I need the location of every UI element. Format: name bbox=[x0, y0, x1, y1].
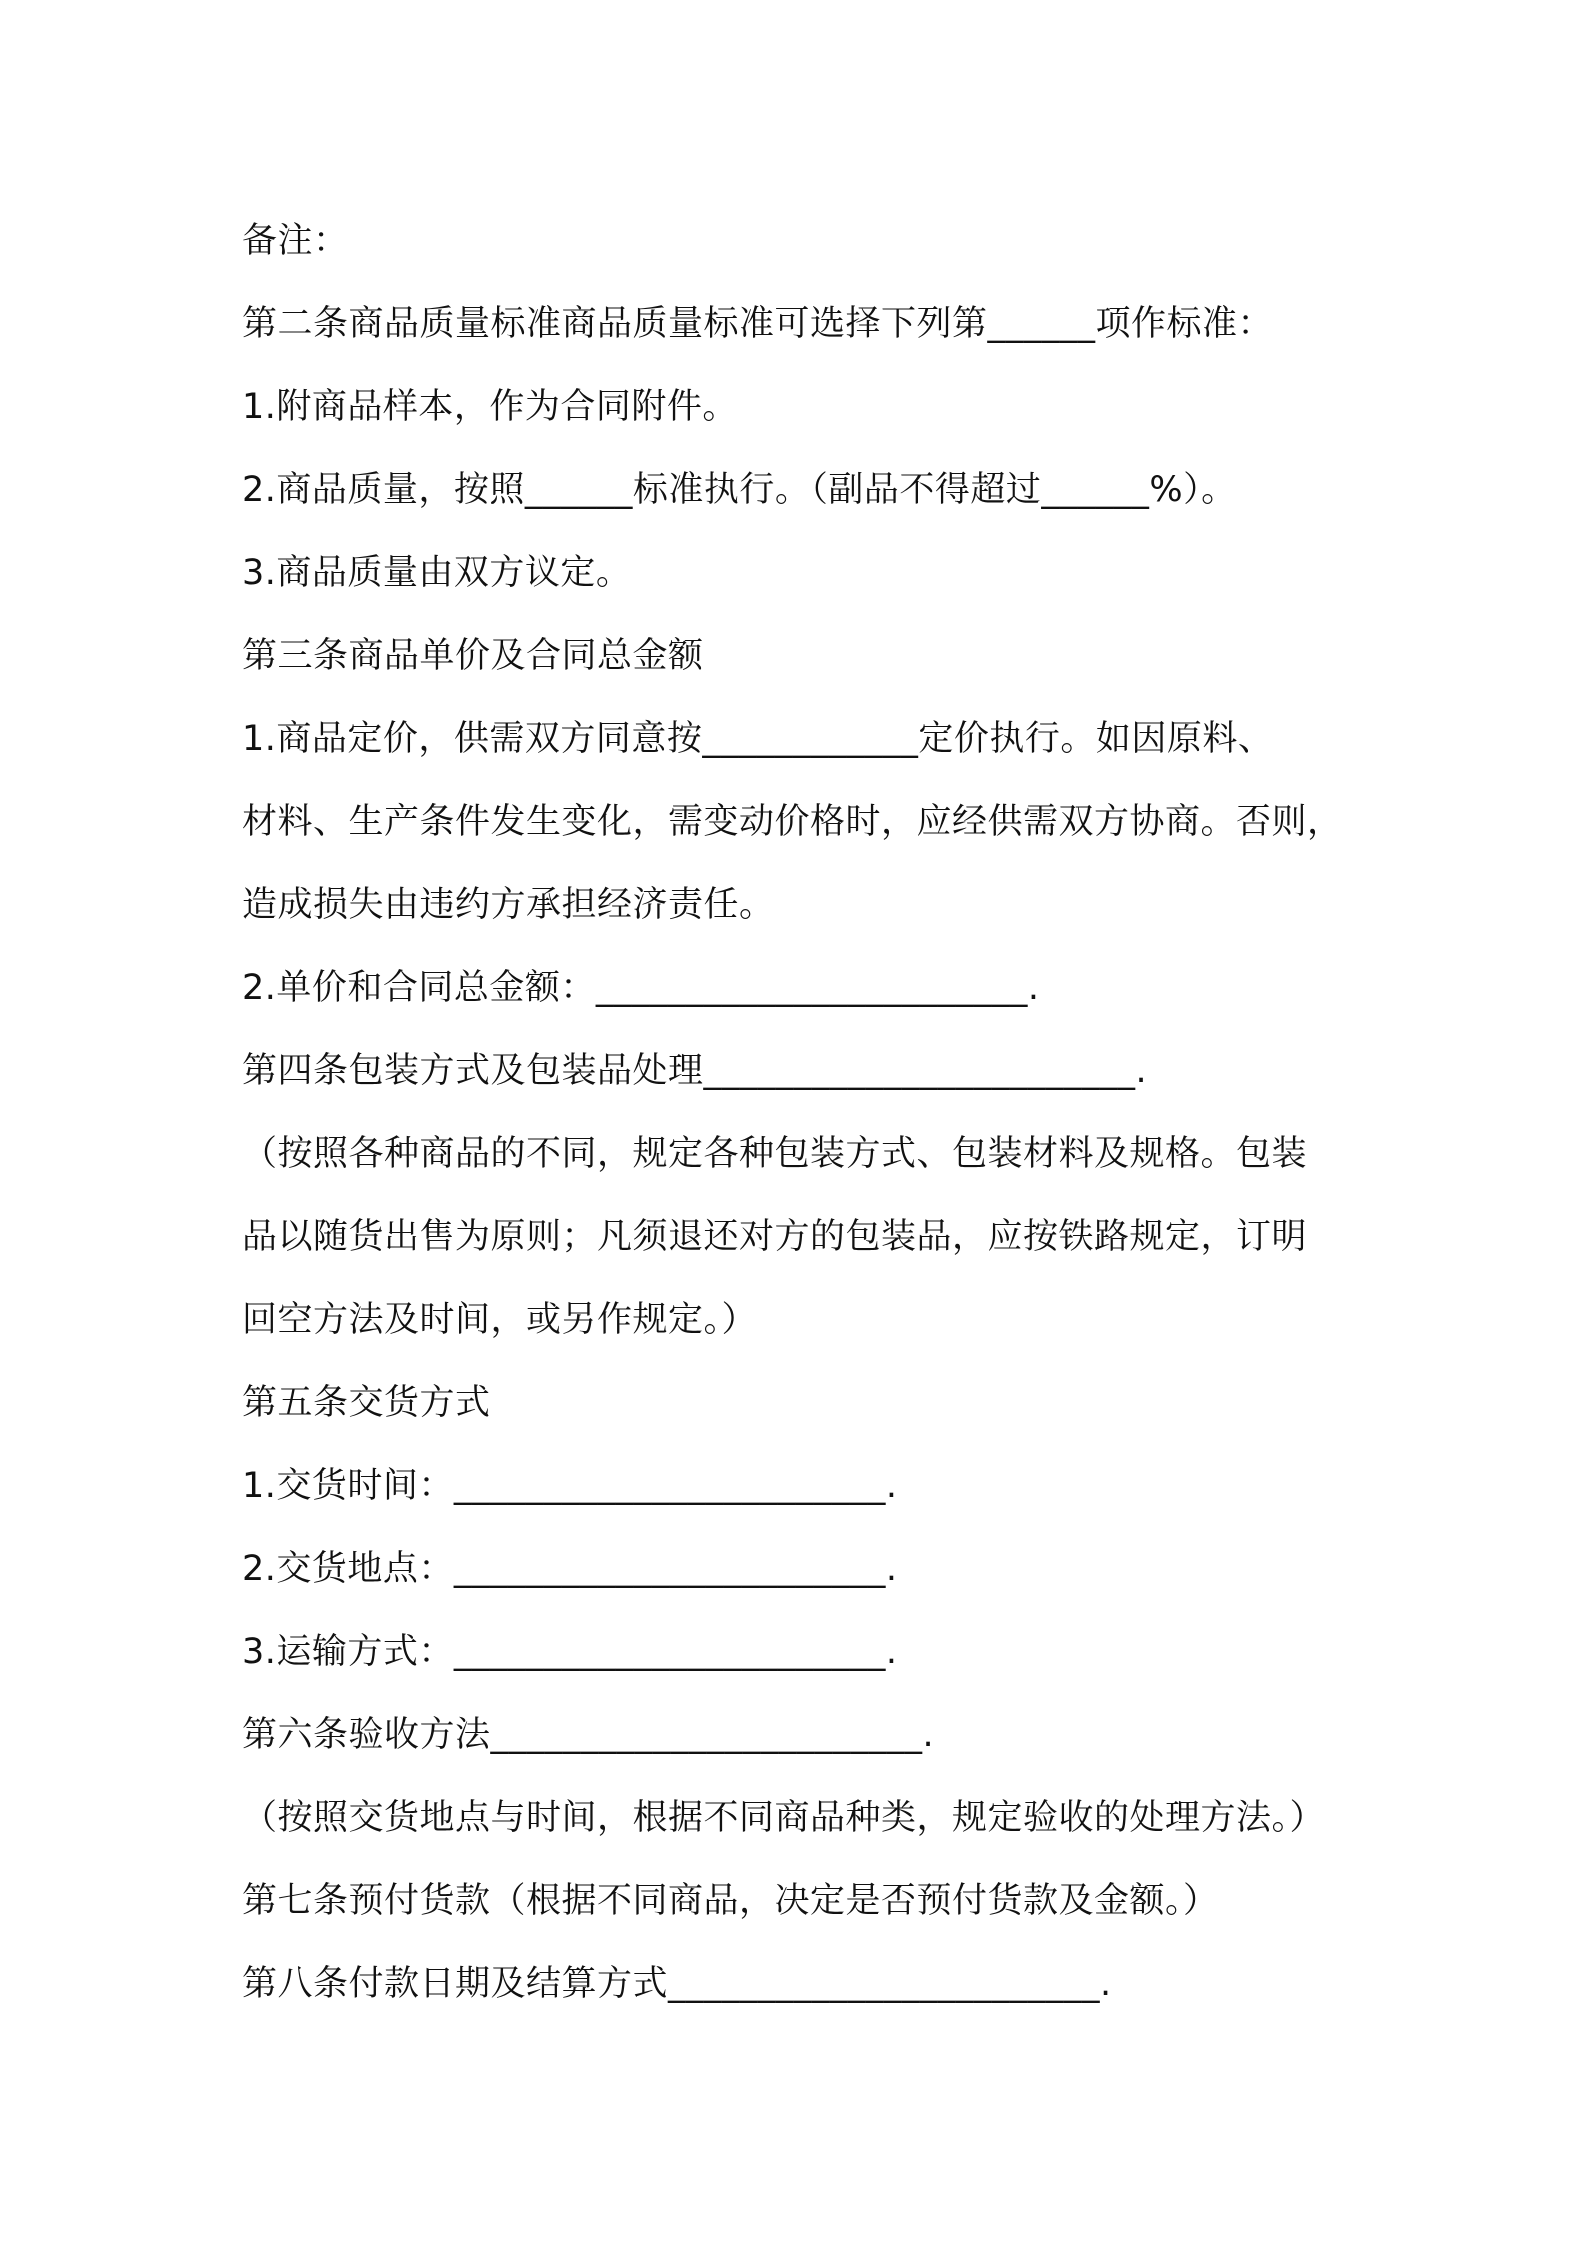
article-3-item-1-line-1: 1.商品定价，供需双方同意按____________定价执行。如因原料、 bbox=[242, 719, 1274, 759]
article-4-note-line-3: 回空方法及时间，或另作规定。） bbox=[242, 1300, 758, 1340]
article-2-item-1: 1.附商品样本，作为合同附件。 bbox=[242, 387, 738, 427]
article-5-item-2: 2.交货地点：________________________. bbox=[242, 1549, 898, 1589]
article-4-heading: 第四条包装方式及包装品处理________________________. bbox=[242, 1051, 1148, 1091]
article-2-heading: 第二条商品质量标准商品质量标准可选择下列第______项作标准： bbox=[242, 304, 1274, 344]
article-3-item-1-line-2: 材料、生产条件发生变化，需变动价格时，应经供需双方协商。否则， bbox=[242, 802, 1343, 842]
article-5-heading: 第五条交货方式 bbox=[242, 1383, 491, 1423]
contract-text bbox=[242, 200, 1382, 2026]
remarks-heading: 备注： bbox=[242, 221, 349, 261]
article-4-note-line-2: 品以随货出售为原则；凡须退还对方的包装品，应按铁路规定，订明 bbox=[242, 1217, 1308, 1257]
article-5-item-1: 1.交货时间：________________________. bbox=[242, 1466, 898, 1506]
article-2-item-2: 2.商品质量，按照______标准执行。（副品不得超过______%）。 bbox=[242, 470, 1237, 510]
article-3-item-2: 2.单价和合同总金额：________________________. bbox=[242, 968, 1040, 1008]
article-4-note-line-1: （按照各种商品的不同，规定各种包装方式、包装材料及规格。包装 bbox=[242, 1134, 1308, 1174]
article-3-heading: 第三条商品单价及合同总金额 bbox=[242, 636, 704, 676]
article-2-item-3: 3.商品质量由双方议定。 bbox=[242, 553, 632, 593]
article-3-item-1-line-3: 造成损失由违约方承担经济责任。 bbox=[242, 885, 775, 925]
article-6-note: （按照交货地点与时间，根据不同商品种类，规定验收的处理方法。） bbox=[242, 1798, 1326, 1838]
article-7-heading: 第七条预付货款（根据不同商品，决定是否预付货款及金额。） bbox=[242, 1881, 1219, 1921]
article-8-heading: 第八条付款日期及结算方式________________________. bbox=[242, 1964, 1112, 2004]
article-5-item-3: 3.运输方式：________________________. bbox=[242, 1632, 898, 1672]
article-6-heading: 第六条验收方法________________________. bbox=[242, 1715, 935, 1755]
